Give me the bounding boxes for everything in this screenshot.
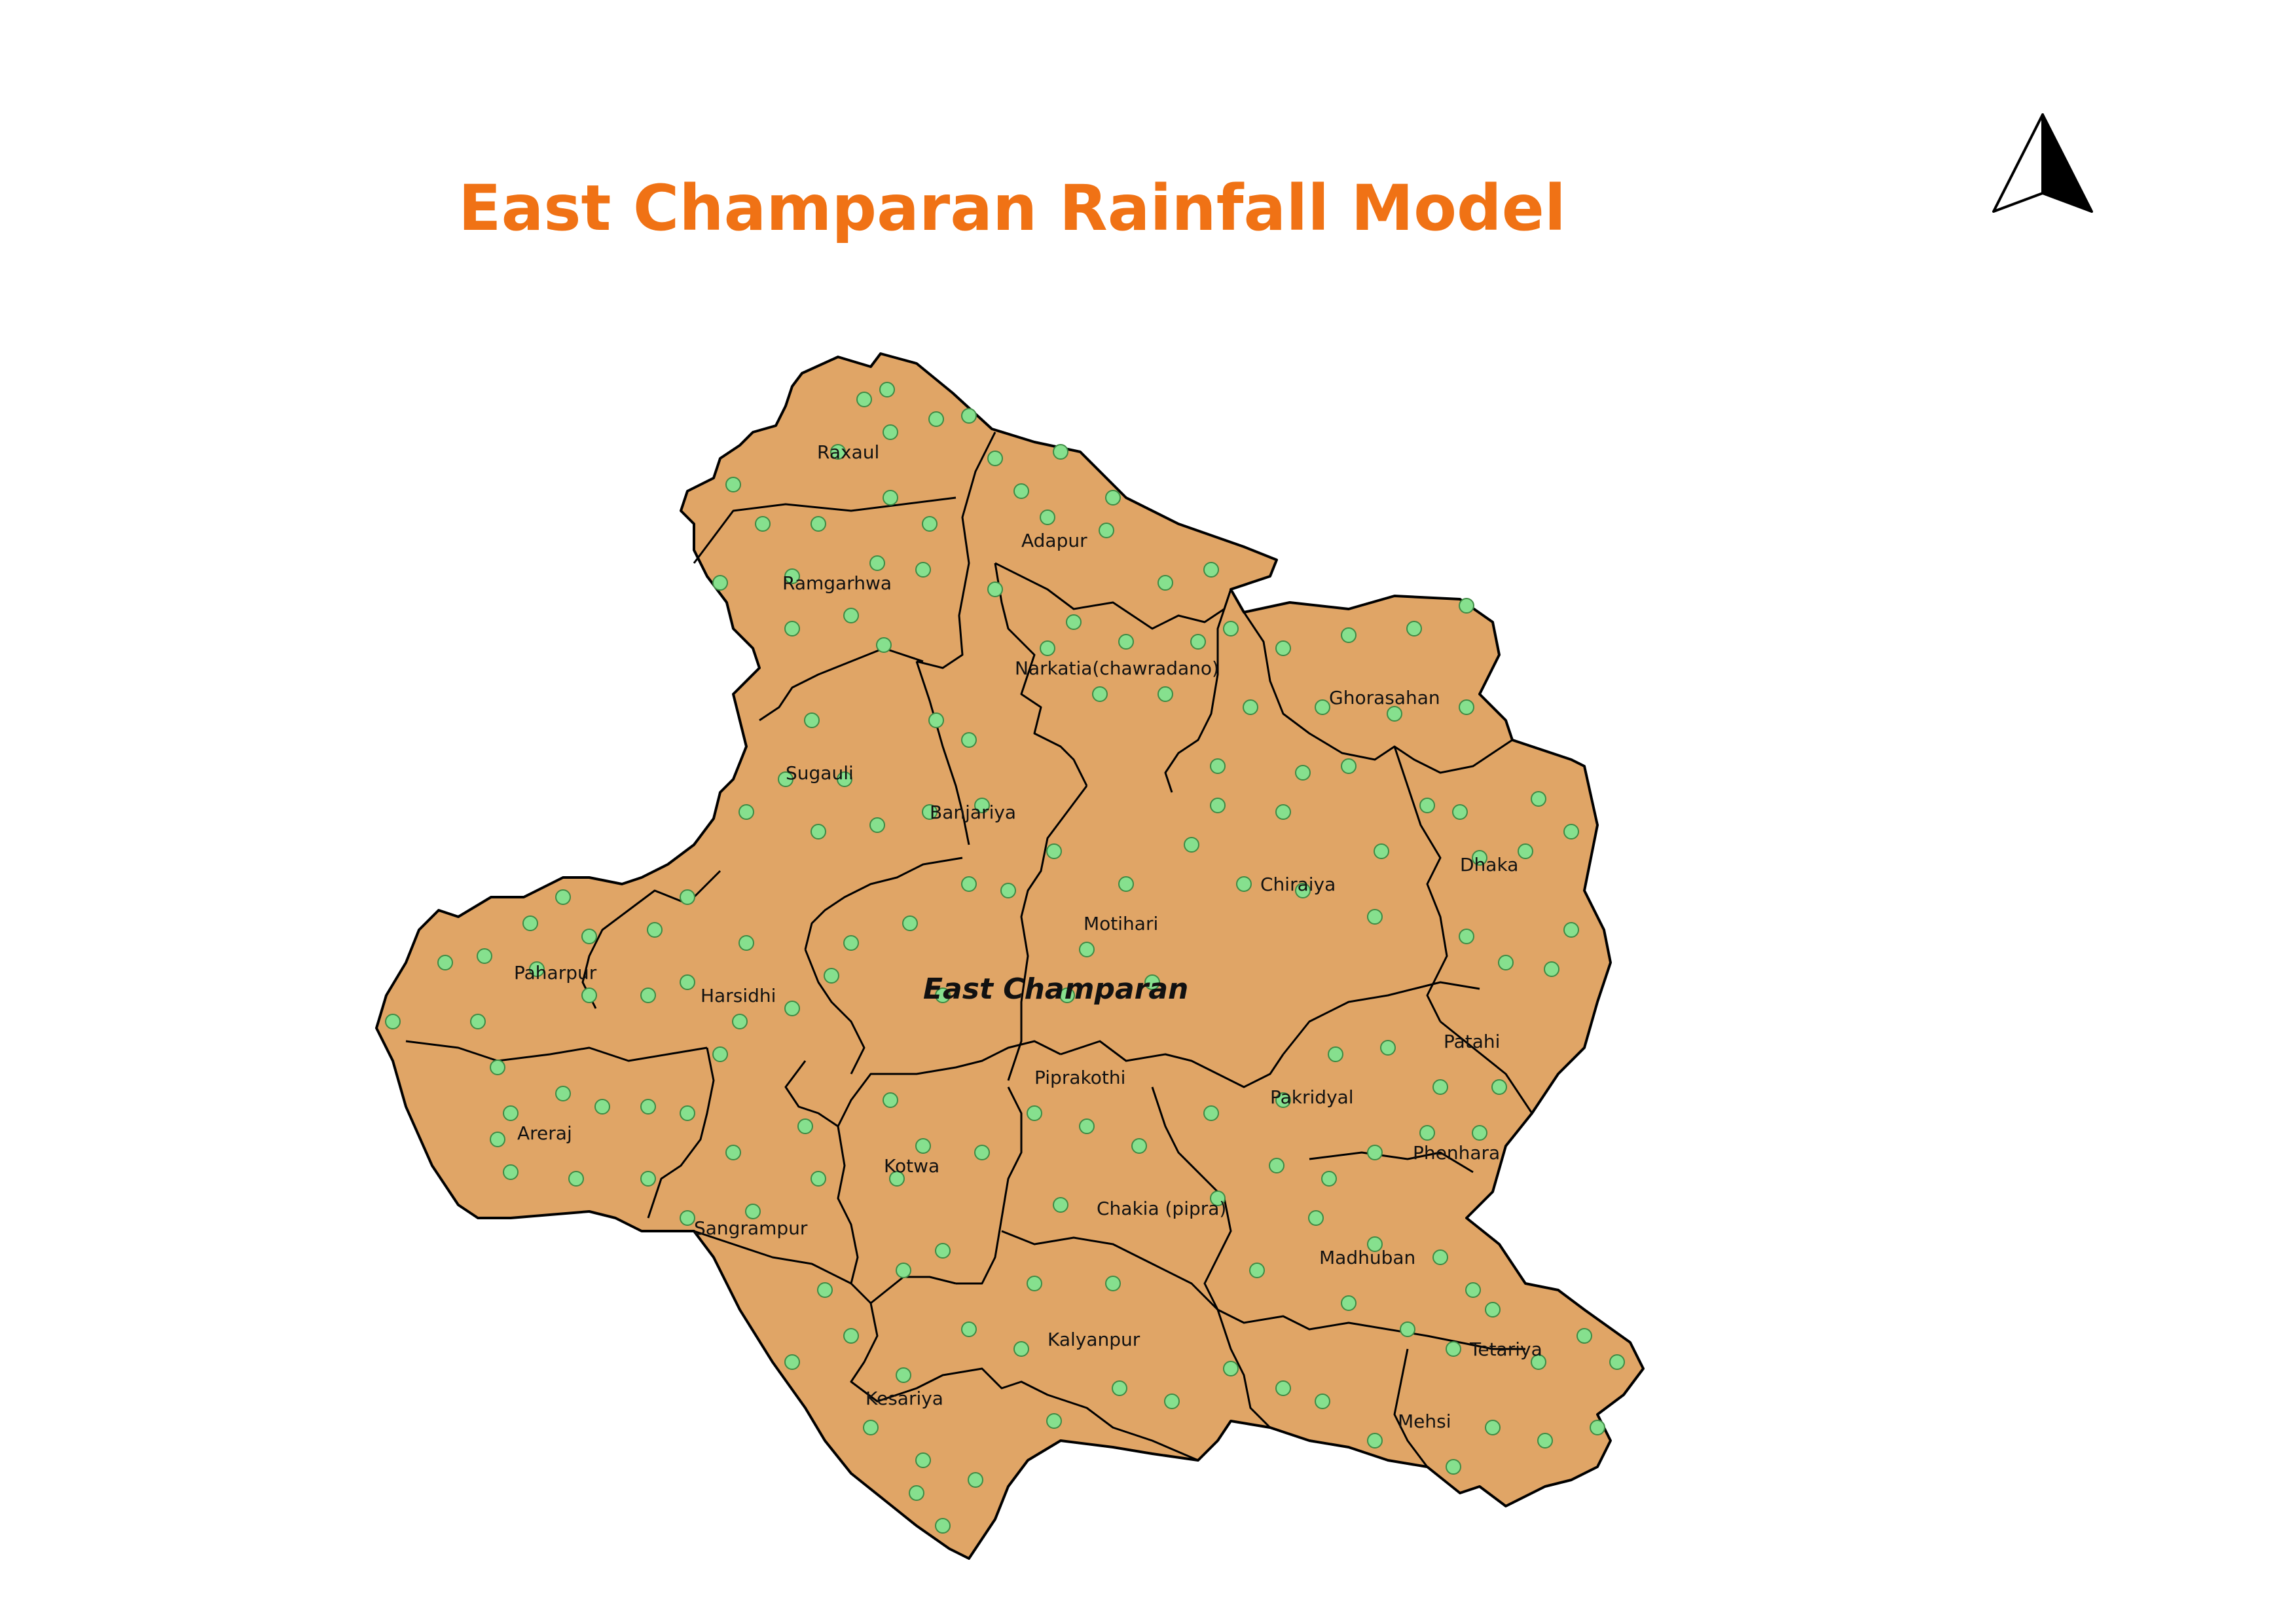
station-marker (1224, 1361, 1238, 1376)
north-arrow-icon (1994, 115, 2092, 212)
station-marker (1276, 641, 1290, 655)
station-marker (962, 733, 976, 747)
station-marker (1446, 1342, 1461, 1356)
station-marker (1309, 1211, 1323, 1225)
station-marker (811, 517, 826, 531)
station-marker (1001, 883, 1015, 898)
station-marker (647, 923, 662, 937)
station-marker (1211, 759, 1225, 773)
station-marker (844, 936, 858, 950)
station-marker (1485, 1302, 1500, 1317)
station-marker (903, 916, 917, 931)
station-marker (1112, 1381, 1127, 1395)
station-marker (503, 1106, 518, 1120)
station-marker (569, 1172, 583, 1186)
station-marker (1420, 1126, 1434, 1140)
station-marker (1315, 1394, 1330, 1409)
station-marker (785, 1001, 799, 1016)
station-marker (1204, 1106, 1218, 1120)
station-marker (1204, 563, 1218, 577)
station-marker (1538, 1433, 1552, 1448)
station-marker (1269, 1158, 1284, 1173)
station-marker (1191, 635, 1205, 649)
station-marker (1053, 1198, 1068, 1212)
station-marker (1459, 599, 1474, 613)
station-marker (1368, 910, 1382, 924)
block-label: Madhuban (1319, 1247, 1416, 1268)
station-marker (883, 425, 898, 439)
block-label: Harsidhi (701, 985, 776, 1006)
station-marker (582, 988, 596, 1003)
station-marker (1328, 1047, 1343, 1061)
station-marker (844, 608, 858, 623)
station-marker (1544, 962, 1559, 976)
station-marker (1472, 1126, 1487, 1140)
station-marker (1610, 1355, 1624, 1369)
station-marker (1381, 1041, 1395, 1055)
station-marker (811, 824, 826, 839)
station-marker (1053, 445, 1068, 459)
station-marker (1322, 1172, 1336, 1186)
station-marker (556, 1086, 570, 1101)
station-marker (1492, 1080, 1506, 1094)
station-marker (1106, 490, 1120, 505)
station-marker (490, 1132, 505, 1147)
station-marker (1368, 1433, 1382, 1448)
station-marker (1237, 877, 1251, 891)
station-marker (680, 1106, 695, 1120)
station-marker (1158, 576, 1173, 590)
station-marker (936, 1519, 950, 1533)
station-marker (1400, 1322, 1415, 1337)
station-marker (1014, 1342, 1029, 1356)
station-marker (883, 1093, 898, 1107)
station-marker (1106, 1276, 1120, 1291)
station-marker (962, 409, 976, 423)
station-marker (1564, 923, 1578, 937)
station-marker (1433, 1080, 1448, 1094)
station-marker (1093, 687, 1107, 701)
station-marker (1453, 805, 1467, 819)
station-marker (1027, 1276, 1042, 1291)
station-marker (785, 1355, 799, 1369)
station-marker (968, 1473, 983, 1487)
block-label: Adapur (1021, 530, 1087, 551)
station-marker (1119, 635, 1133, 649)
station-marker (641, 1172, 655, 1186)
station-marker (1433, 1250, 1448, 1264)
block-label: Kalyanpur (1048, 1329, 1140, 1350)
station-marker (844, 1329, 858, 1343)
station-marker (523, 916, 538, 931)
station-marker (864, 1420, 878, 1435)
station-marker (680, 975, 695, 989)
block-label: Ramgarhwa (782, 572, 892, 594)
station-marker (471, 1014, 485, 1029)
station-marker (1466, 1283, 1480, 1297)
station-marker (1341, 628, 1356, 642)
block-label: Chiraiya (1260, 874, 1336, 895)
station-marker (1341, 759, 1356, 773)
station-marker (877, 638, 891, 652)
station-marker (1296, 766, 1310, 780)
block-label: Piprakothi (1034, 1067, 1126, 1088)
station-marker (1564, 824, 1578, 839)
station-marker (739, 805, 754, 819)
station-marker (1250, 1263, 1264, 1278)
station-marker (726, 477, 740, 492)
station-marker (680, 1211, 695, 1225)
block-label: Areraj (517, 1122, 572, 1144)
station-marker (929, 713, 943, 728)
station-marker (1243, 700, 1258, 714)
station-marker (1014, 484, 1029, 498)
station-marker (1518, 844, 1533, 858)
station-marker (1276, 805, 1290, 819)
station-marker (1165, 1394, 1179, 1409)
station-marker (1590, 1420, 1605, 1435)
station-marker (1040, 641, 1055, 655)
station-marker (988, 582, 1002, 597)
block-label: Raxaul (817, 441, 880, 463)
station-marker (1047, 1414, 1061, 1428)
block-label: Tetariya (1470, 1338, 1542, 1360)
station-marker (386, 1014, 400, 1029)
station-marker (1158, 687, 1173, 701)
block-label: Ghorasahan (1329, 687, 1440, 709)
station-marker (1132, 1139, 1146, 1153)
station-marker (641, 988, 655, 1003)
station-marker (1368, 1145, 1382, 1160)
station-marker (756, 517, 770, 531)
block-label: Dhaka (1460, 854, 1519, 876)
block-label: Kotwa (884, 1155, 940, 1177)
station-marker (1499, 955, 1513, 970)
station-marker (746, 1204, 760, 1219)
station-marker (936, 1244, 950, 1258)
station-marker (1066, 615, 1081, 629)
station-marker (916, 1453, 930, 1467)
station-marker (556, 890, 570, 904)
station-marker (503, 1165, 518, 1179)
station-marker (880, 382, 894, 397)
station-marker (1387, 707, 1402, 721)
station-marker (1459, 929, 1474, 944)
block-label: Pakridyal (1270, 1086, 1354, 1108)
station-marker (1531, 792, 1546, 806)
district-boundary (376, 354, 1643, 1559)
station-marker (1047, 844, 1061, 858)
station-marker (975, 1145, 989, 1160)
station-marker (916, 563, 930, 577)
station-marker (870, 556, 884, 570)
station-marker (1485, 1420, 1500, 1435)
block-label: Mehsi (1398, 1411, 1451, 1432)
station-marker (1577, 1329, 1592, 1343)
station-marker (962, 877, 976, 891)
station-marker (739, 936, 754, 950)
station-marker (733, 1014, 747, 1029)
station-marker (824, 969, 839, 983)
station-marker (1119, 877, 1133, 891)
station-marker (1276, 1381, 1290, 1395)
station-marker (1040, 510, 1055, 525)
block-label: Kesariya (866, 1388, 943, 1409)
station-marker (1027, 1106, 1042, 1120)
station-marker (595, 1099, 610, 1114)
station-marker (680, 890, 695, 904)
station-marker (870, 818, 884, 832)
station-marker (962, 1322, 976, 1337)
station-marker (1459, 700, 1474, 714)
district-label: East Champaran (923, 972, 1189, 1006)
block-label: Phenhara (1413, 1142, 1501, 1164)
station-marker (798, 1119, 812, 1134)
station-marker (929, 412, 943, 426)
map-title: East Champaran Rainfall Model (458, 172, 1566, 245)
station-marker (896, 1263, 911, 1278)
station-marker (490, 1060, 505, 1075)
station-marker (438, 955, 452, 970)
station-marker (1407, 621, 1421, 636)
block-label: Patahi (1444, 1031, 1501, 1052)
block-label: Banjariya (930, 802, 1017, 823)
station-marker (1315, 700, 1330, 714)
station-marker (896, 1368, 911, 1382)
station-marker (477, 949, 492, 963)
station-marker (818, 1283, 832, 1297)
station-marker (582, 929, 596, 944)
station-marker (726, 1145, 740, 1160)
station-marker (1080, 942, 1094, 957)
block-label: Narkatia(chawradano) (1015, 657, 1219, 679)
station-marker (1341, 1296, 1356, 1310)
station-marker (1211, 798, 1225, 813)
station-marker (811, 1172, 826, 1186)
block-label: Chakia (pipra) (1097, 1198, 1227, 1219)
station-marker (713, 1047, 727, 1061)
block-label: Sugauli (786, 762, 854, 784)
station-marker (1446, 1460, 1461, 1474)
station-marker (641, 1099, 655, 1114)
block-label: Paharpur (514, 962, 597, 984)
station-marker (1099, 523, 1114, 538)
station-marker (916, 1139, 930, 1153)
station-marker (857, 392, 871, 407)
station-marker (805, 713, 819, 728)
station-marker (988, 451, 1002, 466)
station-marker (1184, 838, 1199, 852)
station-marker (883, 490, 898, 505)
station-marker (1224, 621, 1238, 636)
station-marker (1374, 844, 1389, 858)
station-marker (922, 517, 937, 531)
station-marker (909, 1486, 924, 1500)
station-marker (713, 576, 727, 590)
block-label: Sangrampur (694, 1217, 808, 1239)
station-marker (785, 621, 799, 636)
station-marker (1420, 798, 1434, 813)
block-label: Motihari (1084, 913, 1159, 934)
station-marker (1080, 1119, 1094, 1134)
